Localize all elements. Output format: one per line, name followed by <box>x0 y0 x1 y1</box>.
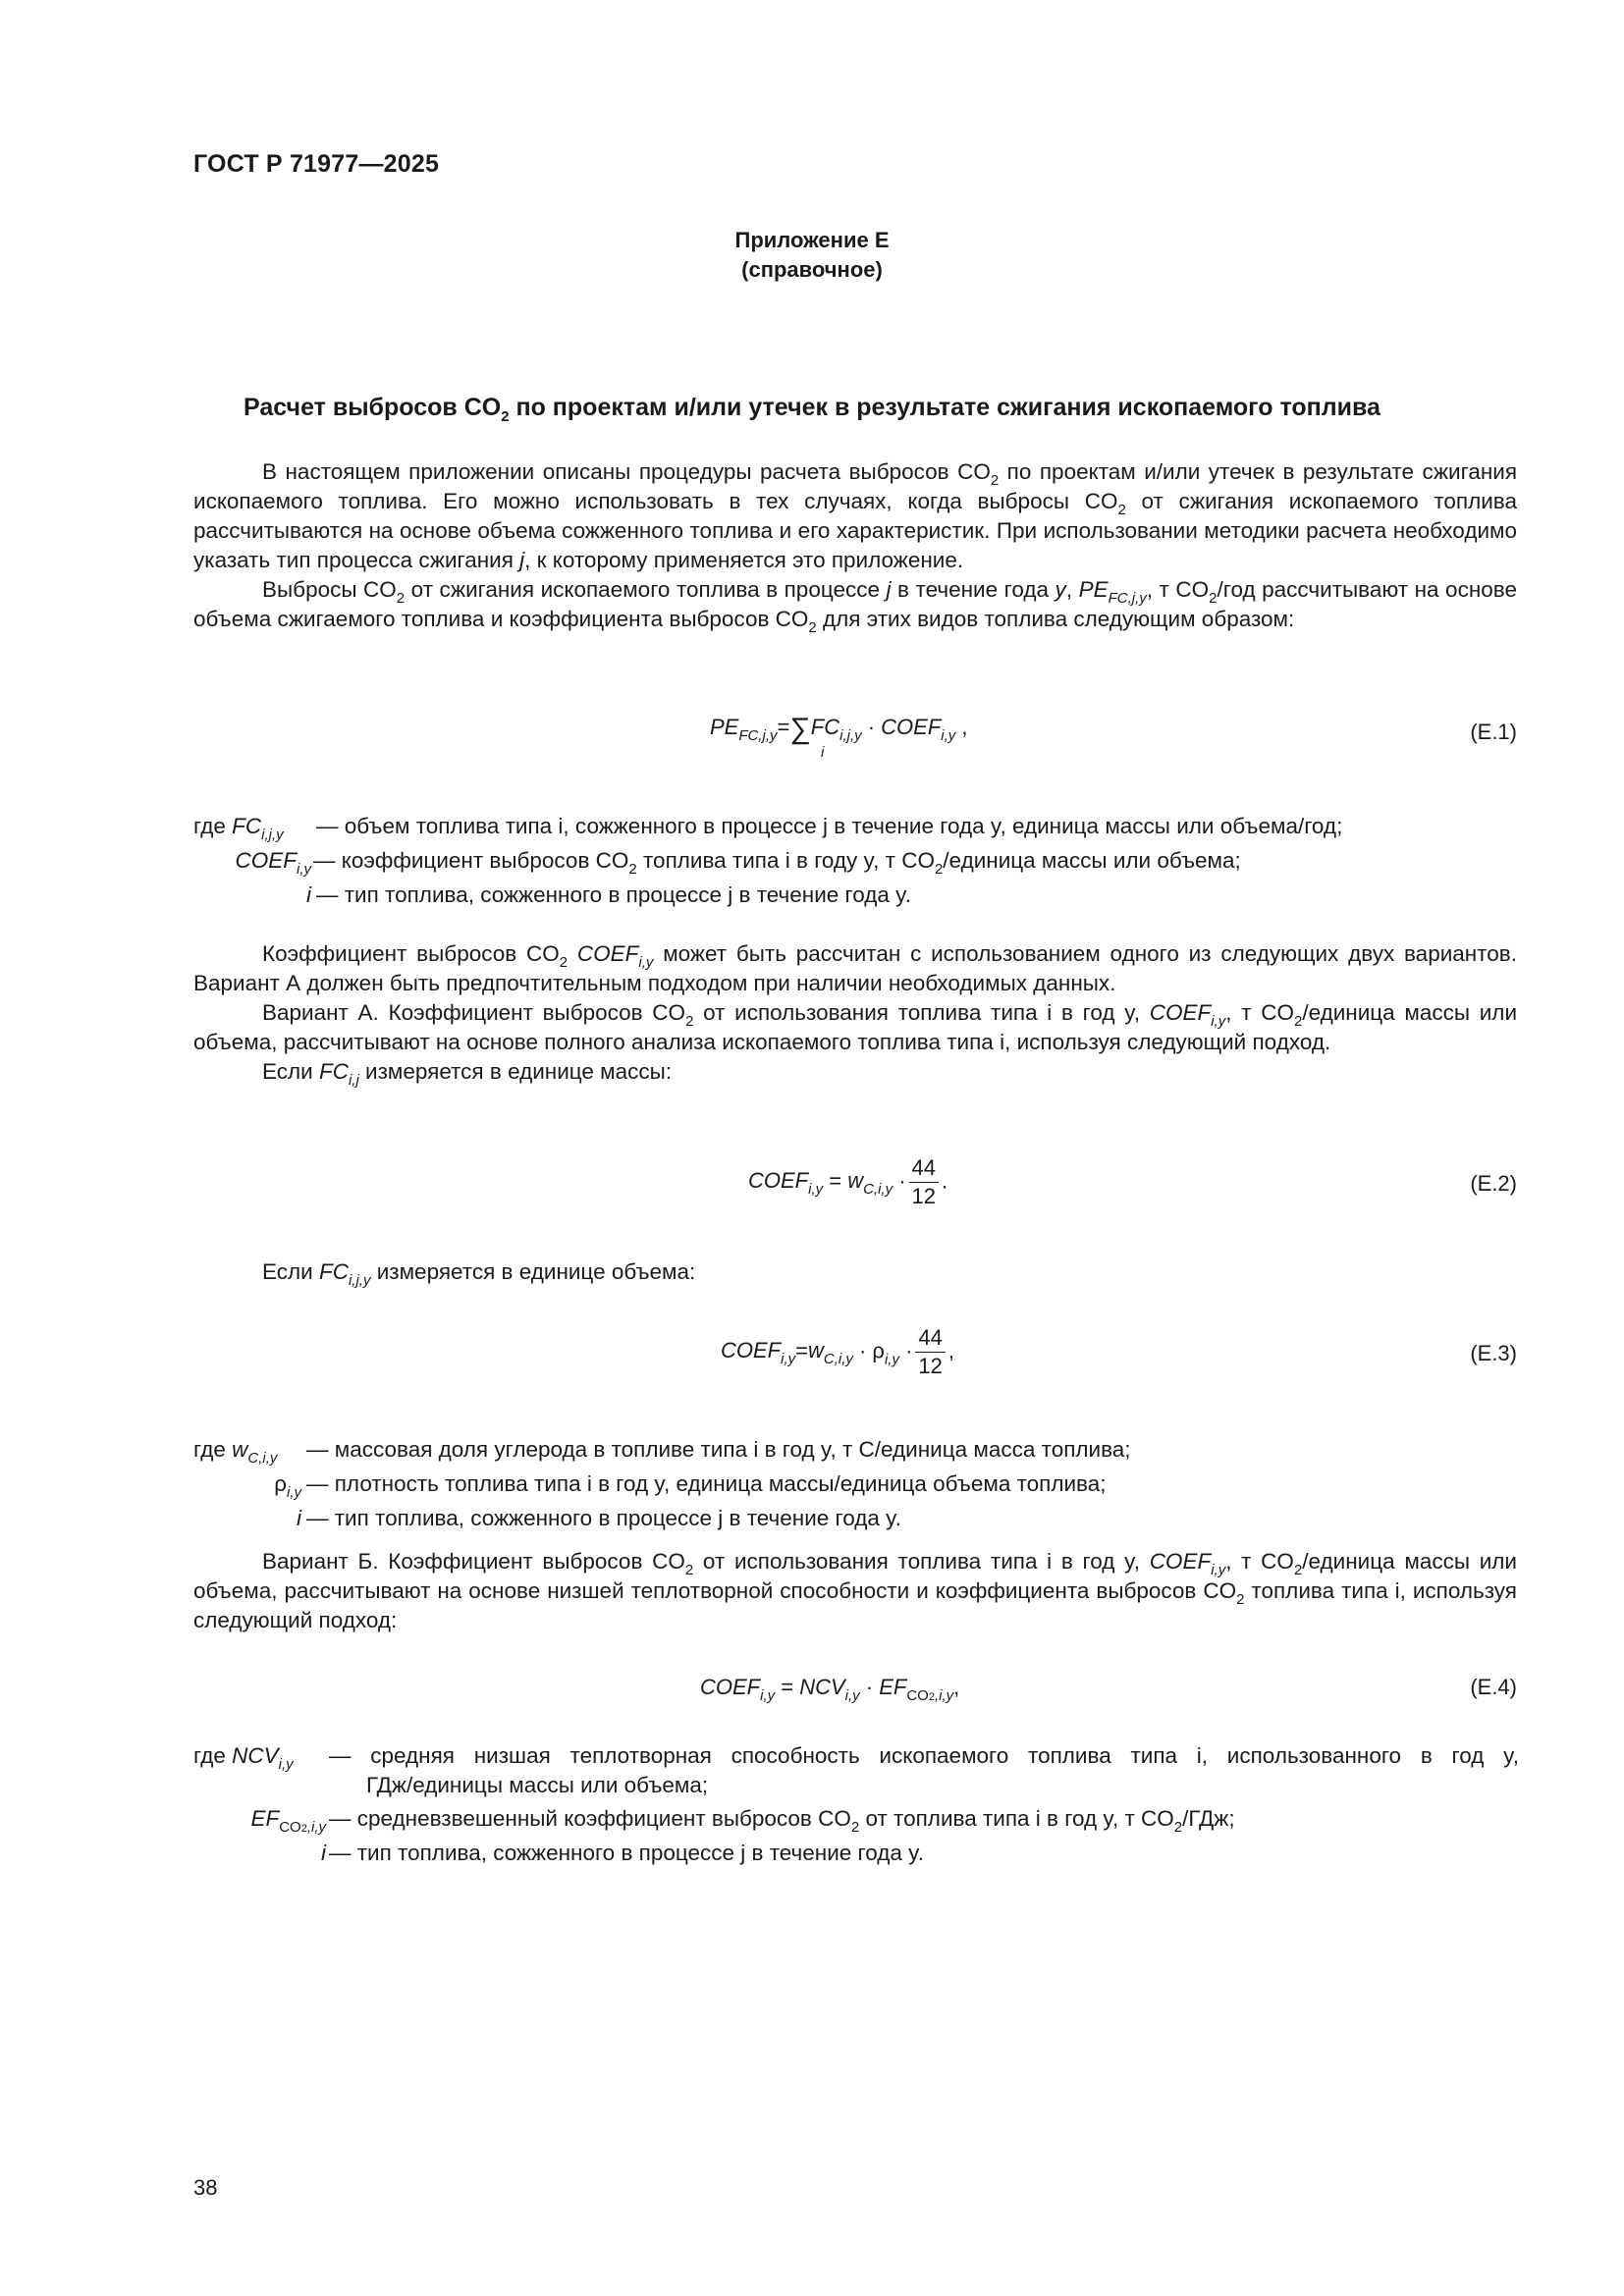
formula-e1: $PE_{FC,j,y}=\sum$ i $FC_{i,j,y}$ · $COEF_{i,y}$ , <box>710 713 968 761</box>
paragraph-7: Вариант Б. Коэффициент выбросов $CO_2$ от использования топлива типа i в год y, $COEF_{i,y}$, т $CO_2$/единица массы или объема, рассчитывают на основе низшей теплотворной способности и коэффициента выбросов $CO_2$ топлива типа i, используя следующий подход: <box>193 1549 1517 1632</box>
annex-title: Приложение Е <box>734 228 890 252</box>
standard-number: ГОСТ Р 71977—2025 <box>193 150 440 178</box>
formula-e2: $COEF_{i,y} = w_{C,i,y}$ · $\frac{44}{12}$ . <box>748 1155 948 1208</box>
intro-text <box>193 457 1517 634</box>
annex-type: (справочное) <box>741 257 883 282</box>
definitions-2 <box>193 1435 1519 1538</box>
equation-number-e4: (Е.4) <box>1470 1675 1517 1699</box>
formula-e4: $COEF_{i,y} = NCV_{i,y} \cdot EF_{CO2,i,y}$, <box>700 1675 960 1704</box>
definition-row: где $w_{C,i,y}$ — массовая доля углерода в топливе типа i в год y, т С/единица масса топлива; <box>193 1437 1131 1467</box>
definition-row: $EF_{CO2,i,y}$ — средневзвешенный коэффициент выбросов $CO_2$ от топлива типа i в год y, т $CO_2$/ГДж; <box>250 1806 1235 1836</box>
option-b-text <box>193 1547 1517 1635</box>
equation-number-e1: (Е.1) <box>1470 720 1517 744</box>
definition-row: i — тип топлива, сожженного в процессе j в течение года y. <box>321 1841 924 1865</box>
annex-heading <box>0 226 1624 285</box>
definitions-1 <box>193 812 1519 915</box>
definitions-3 <box>193 1741 1519 1873</box>
section-title: Расчет выбросов $CO_2$ по проектам и/или утечек в результате сжигания ископаемого топлива <box>244 394 1380 425</box>
paragraph-2: Выбросы $CO_2$ от сжигания ископаемого топлива в процессе j в течение года y, $PE_{FC,j,y}$, т $CO_2$/год рассчитывают на основе объема сжигаемого топлива и коэффициента выбросов $CO_2$ для этих видов топлива следующим образом: <box>193 577 1517 636</box>
paragraph-6: Если $FC_{i,j,y}$ измеряется в единице объема: <box>262 1259 696 1289</box>
paragraph-3: Коэффициент выбросов $CO_2$ $COEF_{i,y}$ может быть рассчитан с использованием одного из следующих двух вариантов. Вариант А должен быть предпочтительным подходом при наличии необходимых данных. <box>193 941 1517 995</box>
equation-number-e2: (Е.2) <box>1470 1171 1517 1196</box>
paragraph-5: Если $FC_{i,j}$ измеряется в единице массы: <box>262 1059 673 1089</box>
definition-row: i — тип топлива, сожженного в процессе j в течение года y. <box>306 882 911 907</box>
definition-row: $COEF_{i,y}$ — коэффициент выбросов $CO_2$ топлива типа i в году y, т $CO_2$/единица массы или объема; <box>235 848 1241 878</box>
definition-row: где $NCV_{i,y}$ — средняя низшая теплотворная способность ископаемого топлива типа i, использованного в год y, ГДж/единицы массы или объема; <box>193 1743 1519 1797</box>
paragraph-1: В настоящем приложении описаны процедуры расчета выбросов $CO_2$ по проектам и/или утечек в результате сжигания ископаемого топлива. Его можно использовать в тех случаях, когда выбросы $CO_2$ от сжигания ископаемого топлива рассчитываются на основе объема сожженного топлива и его характеристик. При использовании методики расчета необходимо указать тип процесса сжигания j, к которому применяется это приложение. <box>193 459 1518 572</box>
formula-e3: $COEF_{i,y}=w_{C,i,y} \cdot \rho_{i,y}$ · $\frac{44}{12}$ , <box>721 1325 955 1378</box>
definition-row: где $FC_{i,j,y}$ — объем топлива типа i, сожженного в процессе j в течение года y, единица массы или объема/год; <box>193 814 1343 843</box>
definition-row: i — тип топлива, сожженного в процессе j в течение года y. <box>297 1506 901 1530</box>
page-number: 38 <box>193 2175 218 2200</box>
volume-text <box>193 1257 1517 1287</box>
options-text <box>193 939 1517 1087</box>
definition-row: $\rho_{i,y}$ — плотность топлива типа i в год y, единица массы/единица объема топлива; <box>274 1471 1107 1501</box>
paragraph-4: Вариант А. Коэффициент выбросов $CO_2$ от использования топлива типа i в год y, $COEF_{i,y}$, т $CO_2$/единица массы или объема, рассчитывают на основе полного анализа ископаемого топлива типа i, используя следующий подход. <box>193 1000 1518 1054</box>
equation-number-e3: (Е.3) <box>1470 1341 1517 1365</box>
